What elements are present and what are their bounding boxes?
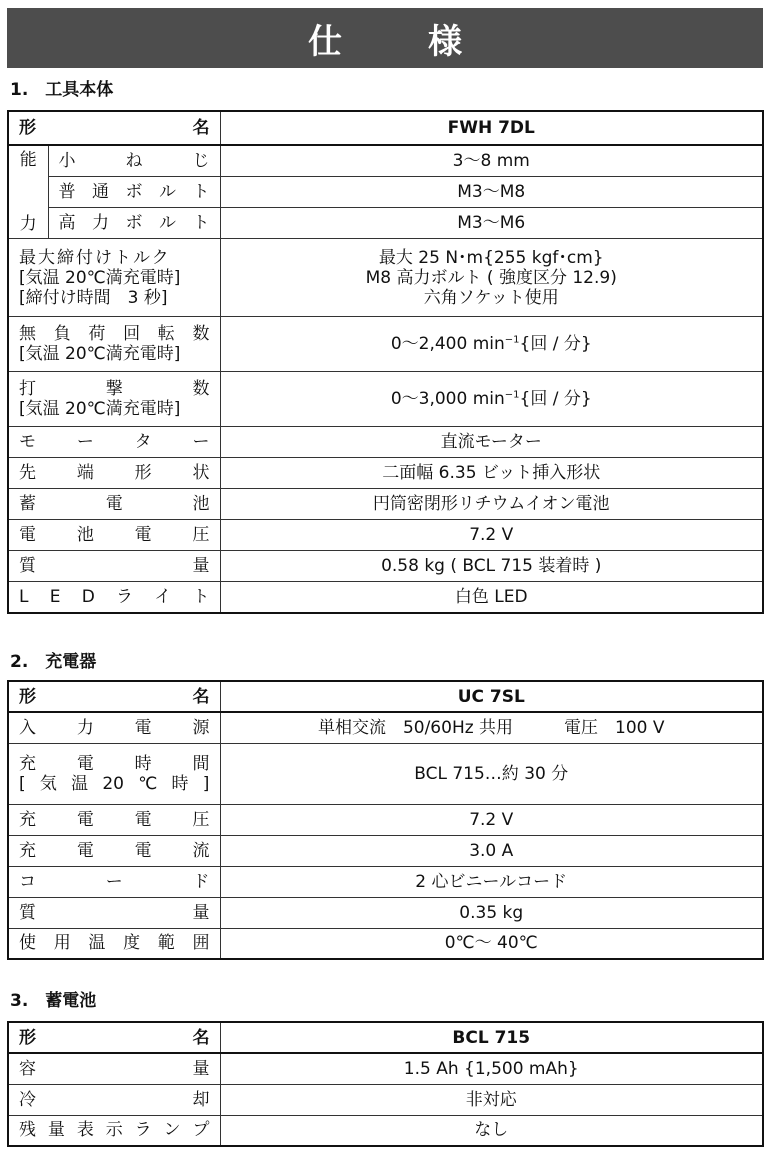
no-load-speed-value: 0～2,400 $\min^{-1}${回 / 分} (220, 317, 763, 372)
capacity-value: 1.5 Ah {1,500 mAh} (220, 1053, 763, 1084)
charge-voltage-label: 充 電 電 圧 (8, 804, 220, 835)
charge-current-label: 充 電 電 流 (8, 835, 220, 866)
table-row (8, 1053, 763, 1084)
charger-spec-table (7, 680, 764, 960)
table-row (8, 1115, 763, 1146)
capacity-small-screw-value: 3～8 mm (220, 145, 763, 176)
section-heading-tool-body: 1. 工具本体 (10, 80, 114, 100)
table-row (8, 928, 763, 959)
cooling-value: 非対応 (220, 1084, 763, 1115)
mass-label: 質 量 (8, 897, 220, 928)
table-row (8, 835, 763, 866)
table-row (8, 1022, 763, 1053)
model-label: 形 名 (8, 1022, 220, 1053)
table-row (8, 239, 763, 317)
charge-voltage-value: 7.2 V (220, 804, 763, 835)
input-power-label: 入 力 電 源 (8, 712, 220, 743)
tool-body-spec-table (7, 110, 764, 614)
cord-value: 2 心ビニールコード (220, 866, 763, 897)
led-light-label: L E D ラ イ ト (8, 582, 220, 613)
charge-time-value: BCL 715…約 30 分 (220, 743, 763, 804)
tip-shape-label: 先 端 形 状 (8, 458, 220, 489)
model-value: FWH 7DL (220, 111, 763, 145)
capacity-high-strength-bolt-label: 高 力 ボ ル ト (48, 207, 220, 238)
battery-voltage-label: 電 池 電 圧 (8, 520, 220, 551)
table-row (8, 458, 763, 489)
table-row (8, 582, 763, 613)
impact-rate-value: 0～3,000 $\min^{-1}${回 / 分} (220, 372, 763, 427)
input-power-value: 単相交流 50/60Hz 共用 電圧 100 V (220, 712, 763, 743)
table-row (8, 520, 763, 551)
model-label: 形 名 (8, 111, 220, 145)
table-row (8, 427, 763, 458)
motor-value: 直流モーター (220, 427, 763, 458)
operating-temperature-value: 0℃～ 40℃ (220, 928, 763, 959)
table-row (8, 111, 763, 145)
tip-shape-value: 二面幅 6.35 ビット挿入形状 (220, 458, 763, 489)
operating-temperature-label: 使 用 温 度 範 囲 (8, 928, 220, 959)
mass-value: 0.58 kg ( BCL 715 装着時 ) (220, 551, 763, 582)
charge-time-label: 充 電 時 間 [ 気 温 20 ℃ 時 ] (8, 743, 220, 804)
max-torque-value: 最大 25 N･m{255 kgf･cm} M8 高力ボルト ( 強度区分 12.9) 六角ソケット使用 (220, 239, 763, 317)
mass-value: 0.35 kg (220, 897, 763, 928)
table-row (8, 712, 763, 743)
capacity-small-screw-label: 小 ね じ (48, 145, 220, 176)
page-title: 仕 様 (7, 8, 763, 68)
model-value: BCL 715 (220, 1022, 763, 1053)
capacity-label: 能 力 (8, 145, 48, 239)
table-row (8, 1084, 763, 1115)
table-row (8, 743, 763, 804)
mass-label: 質 量 (8, 551, 220, 582)
battery-spec-table (7, 1021, 764, 1147)
section-heading-battery: 3. 蓄電池 (10, 991, 97, 1011)
table-row (8, 866, 763, 897)
remaining-indicator-label: 残 量 表 示 ラ ン プ (8, 1115, 220, 1146)
table-row (8, 207, 763, 238)
table-row (8, 897, 763, 928)
capacity-high-strength-bolt-value: M3～M6 (220, 207, 763, 238)
max-torque-label: 最大締付けトルク [気温 20℃満充電時] [締付け時間 3 秒] (8, 239, 220, 317)
section-heading-charger: 2. 充電器 (10, 652, 97, 672)
motor-label: モ ー タ ー (8, 427, 220, 458)
battery-voltage-value: 7.2 V (220, 520, 763, 551)
model-value: UC 7SL (220, 681, 763, 712)
table-row (8, 804, 763, 835)
battery-value: 円筒密閉形リチウムイオン電池 (220, 489, 763, 520)
table-row (8, 489, 763, 520)
impact-rate-label: 打 撃 数 [気温 20℃満充電時] (8, 372, 220, 427)
cord-label: コ ー ド (8, 866, 220, 897)
remaining-indicator-value: なし (220, 1115, 763, 1146)
led-light-value: 白色 LED (220, 582, 763, 613)
no-load-speed-label: 無 負 荷 回 転 数 [気温 20℃満充電時] (8, 317, 220, 372)
cooling-label: 冷 却 (8, 1084, 220, 1115)
battery-label: 蓄 電 池 (8, 489, 220, 520)
table-row (8, 145, 763, 176)
capacity-normal-bolt-label: 普 通 ボ ル ト (48, 176, 220, 207)
table-row (8, 551, 763, 582)
model-label: 形 名 (8, 681, 220, 712)
capacity-normal-bolt-value: M3～M8 (220, 176, 763, 207)
charge-current-value: 3.0 A (220, 835, 763, 866)
capacity-label: 容 量 (8, 1053, 220, 1084)
table-row (8, 681, 763, 712)
table-row (8, 372, 763, 427)
table-row (8, 176, 763, 207)
table-row (8, 317, 763, 372)
